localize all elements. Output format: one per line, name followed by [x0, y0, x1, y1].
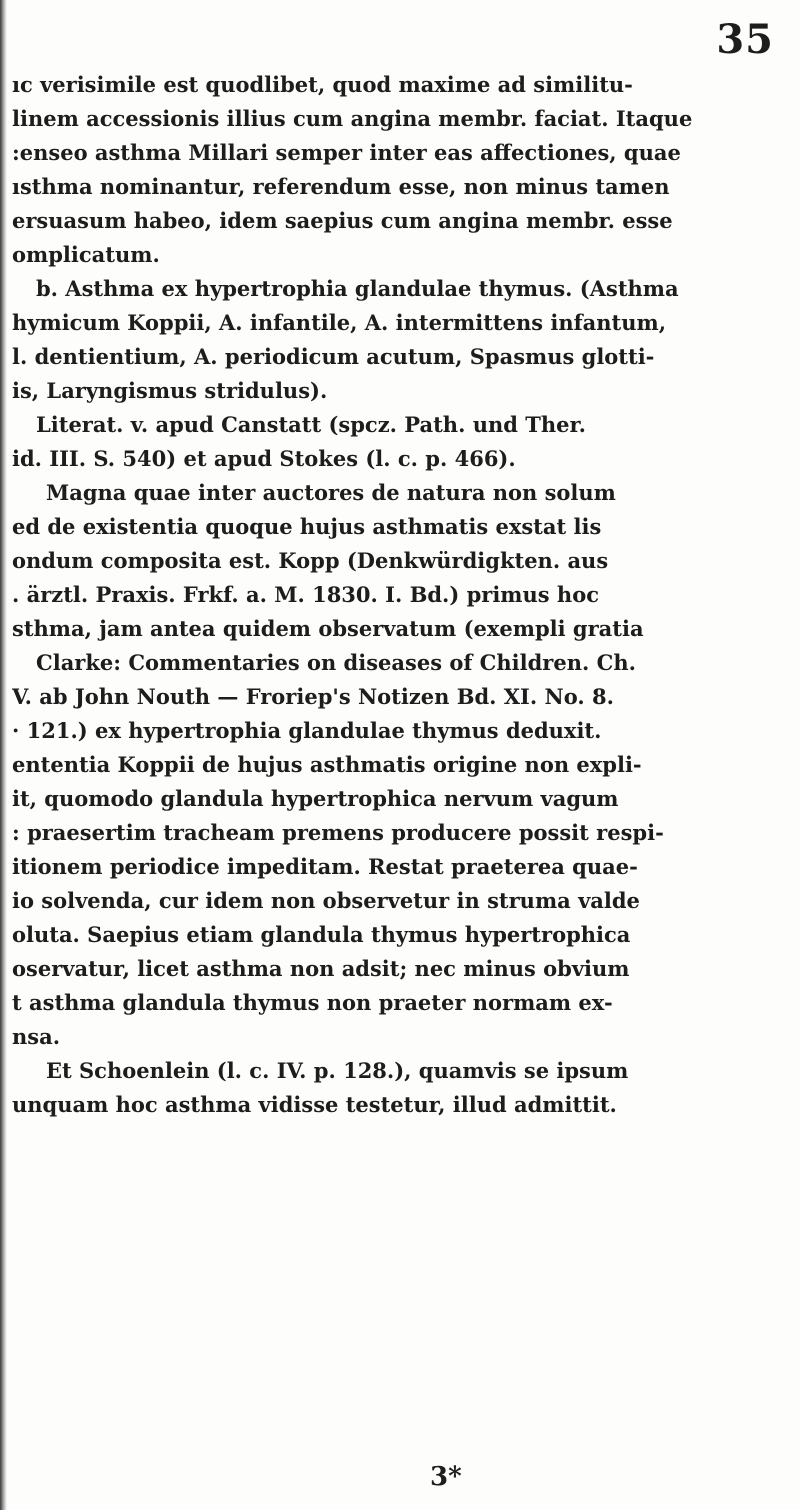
text-line: Clarke: Commentaries on diseases of Children. Ch. [36, 650, 636, 675]
text-line: ısthma nominantur, referendum esse, non minus tamen [12, 174, 670, 199]
text-line: l. dentientium, A. periodicum acutum, Spasmus glotti- [12, 344, 655, 369]
text-line: id. III. S. 540) et apud Stokes (l. c. p. 466). [12, 446, 516, 471]
body-text [12, 68, 790, 1122]
text-line: ondum composita est. Kopp (Denkwürdigkten. aus [12, 548, 609, 573]
text-line: t asthma glandula thymus non praeter normam ex- [12, 990, 613, 1015]
text-line: ıc verisimile est quodlibet, quod maxime ad similitu- [12, 72, 633, 97]
page-number: 35 [716, 16, 774, 63]
text-line: V. ab John Nouth — Froriep's Notizen Bd. XI. No. 8. [12, 684, 614, 709]
paragraph-start-line: Magna quae inter auctores de natura non solum [46, 480, 616, 505]
text-line: is, Laryngismus stridulus). [12, 378, 328, 403]
text-line: : praesertim tracheam premens producere possit respi- [12, 820, 664, 845]
text-line: sthma, jam antea quidem observatum (exempli gratia [12, 616, 644, 641]
text-line: unquam hoc asthma vidisse testetur, illud admittit. [12, 1092, 617, 1117]
text-line: ententia Koppii de hujus asthmatis origine non expli- [12, 752, 642, 777]
text-line: nsa. [12, 1024, 61, 1049]
text-line: · 121.) ex hypertrophia glandulae thymus deduxit. [12, 718, 602, 743]
text-line: it, quomodo glandula hypertrophica nervum vagum [12, 786, 619, 811]
text-line: itionem periodice impeditam. Restat praeterea quae- [12, 854, 638, 879]
text-line: omplicatum. [12, 242, 160, 267]
printer-signature-mark: 3* [430, 1462, 462, 1492]
text-line: oluta. Saepius etiam glandula thymus hypertrophica [12, 922, 631, 947]
section-heading-line: b. Asthma ex hypertrophia glandulae thymus. (Asthma [36, 276, 679, 301]
page-binding-edge [0, 0, 7, 1510]
text-line: oservatur, licet asthma non adsit; nec minus obvium [12, 956, 630, 981]
text-line: ed de existentia quoque hujus asthmatis exstat lis [12, 514, 602, 539]
text-line: :enseo asthma Millari semper inter eas affectiones, quae [12, 140, 681, 165]
text-line: ersuasum habeo, idem saepius cum angina membr. esse [12, 208, 673, 233]
literature-line: Literat. v. apud Canstatt (spcz. Path. und Ther. [36, 412, 586, 437]
text-line: . ärztl. Praxis. Frkf. a. M. 1830. I. Bd.) primus hoc [12, 582, 599, 607]
paragraph-start-line: Et Schoenlein (l. c. IV. p. 128.), quamvis se ipsum [46, 1058, 629, 1083]
text-line: io solvenda, cur idem non observetur in struma valde [12, 888, 640, 913]
text-line: hymicum Koppii, A. infantile, A. intermittens infantum, [12, 310, 667, 335]
text-line: linem accessionis illius cum angina membr. faciat. Itaque [12, 106, 693, 131]
